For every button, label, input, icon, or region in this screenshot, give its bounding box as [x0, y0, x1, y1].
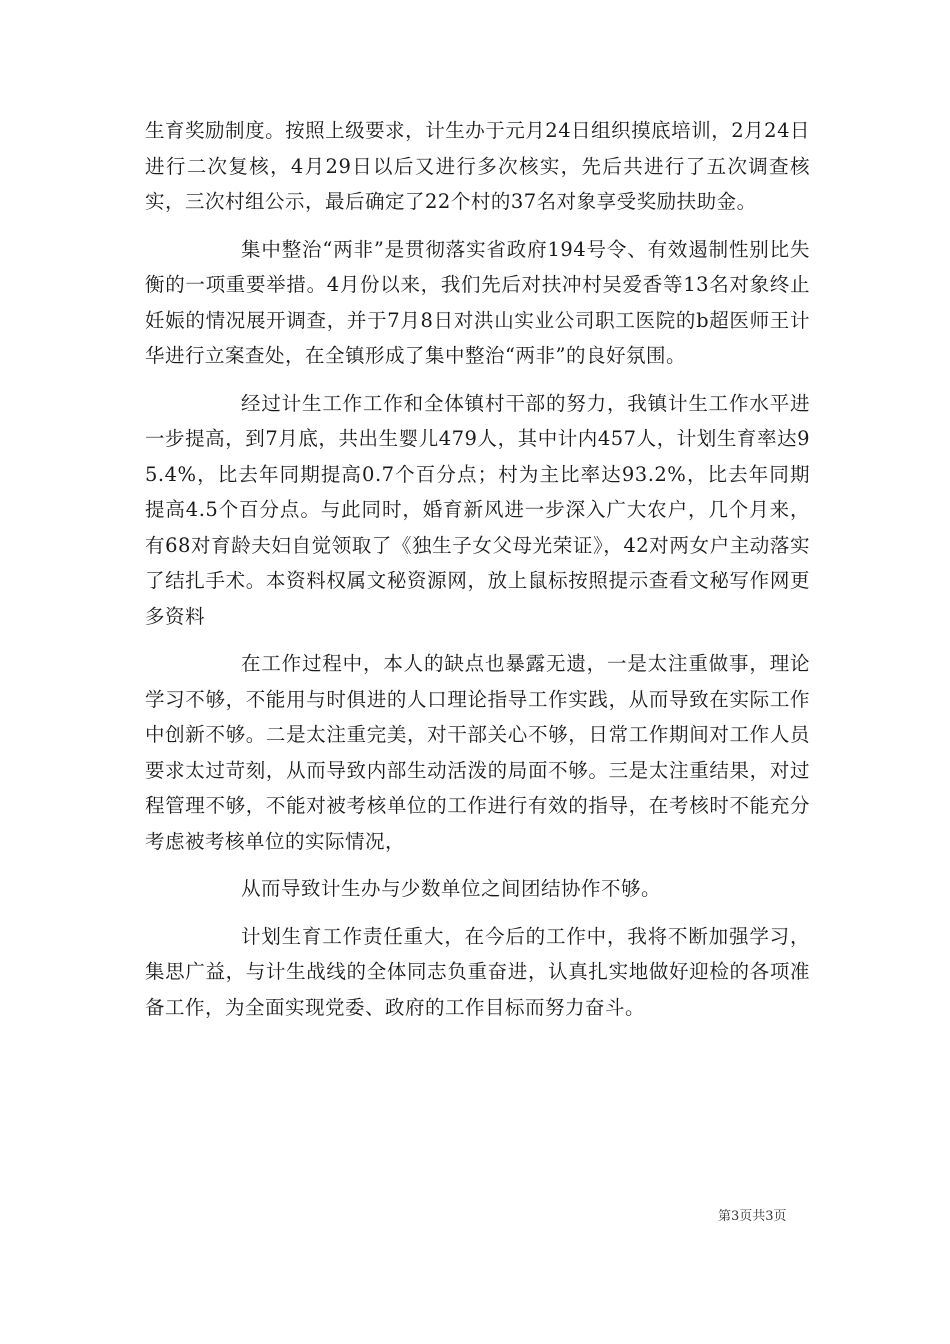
document-body — [145, 113, 810, 1037]
page-number-footer: 第3页共3页 — [718, 1209, 787, 1224]
paragraph-shortcomings-continued: 从而导致计生办与少数单位之间团结协作不够。 — [241, 877, 662, 900]
paragraph-shortcomings: 在工作过程中，本人的缺点也暴露无遗，一是太注重做事，理论学习不够，不能用与时俱进的人口理论指导工作实践，从而导致在实际工作中创新不够。二是太注重完美，对干部关心不够，日常工作期间对工作人员要求太过苛刻，从而导致内部生动活泼的局面不够。三是太注重结果，对过程管理不够，不能对被考核单位的工作进行有效的指导，在考核时不能充分考虑被考核单位的实际情况， — [145, 652, 810, 853]
paragraph-conclusion: 计划生育工作责任重大，在今后的工作中，我将不断加强学习，集思广益，与计生战线的全体同志负重奋进，认真扎实地做好迎检的各项准备工作，为全面实现党委、政府的工作目标而努力奋斗。 — [145, 924, 810, 1019]
paragraph-work-results: 经过计生工作工作和全体镇村干部的努力，我镇计生工作水平进一步提高，到7月底，共出生婴儿479人，其中计内457人，计划生育率达95.4%，比去年同期提高0.7个百分点；村为主比率达93.2%，比去年同期提高4.5个百分点。与此同时，婚育新风进一步深入广大农户，几个月来，有68对育龄夫妇自觉领取了《独生子女父母光荣证》，42对两女户主动落实了结扎手术。本资料权属文秘资源网，放上鼠标按照提示查看文秘写作网更多资料 — [145, 391, 810, 628]
paragraph-reward-system: 生育奖励制度。按照上级要求，计生办于元月24日组织摸底培训，2月24日进行二次复核，4月29日以后又进行多次核实，先后共进行了五次调查核实，三次村组公示，最后确定了22个村的37名对象享受奖励扶助金。 — [145, 119, 810, 213]
paragraph-two-illegal-campaign: 集中整治“两非”是贯彻落实省政府194号令、有效遏制性别比失衡的一项重要举措。4月份以来，我们先后对扶冲村吴爱香等13名对象终止妊娠的情况展开调查，并于7月8日对洪山实业公司职工医院的b超医师王计华进行立案查处，在全镇形成了集中整治“两非”的良好氛围。 — [145, 237, 810, 367]
